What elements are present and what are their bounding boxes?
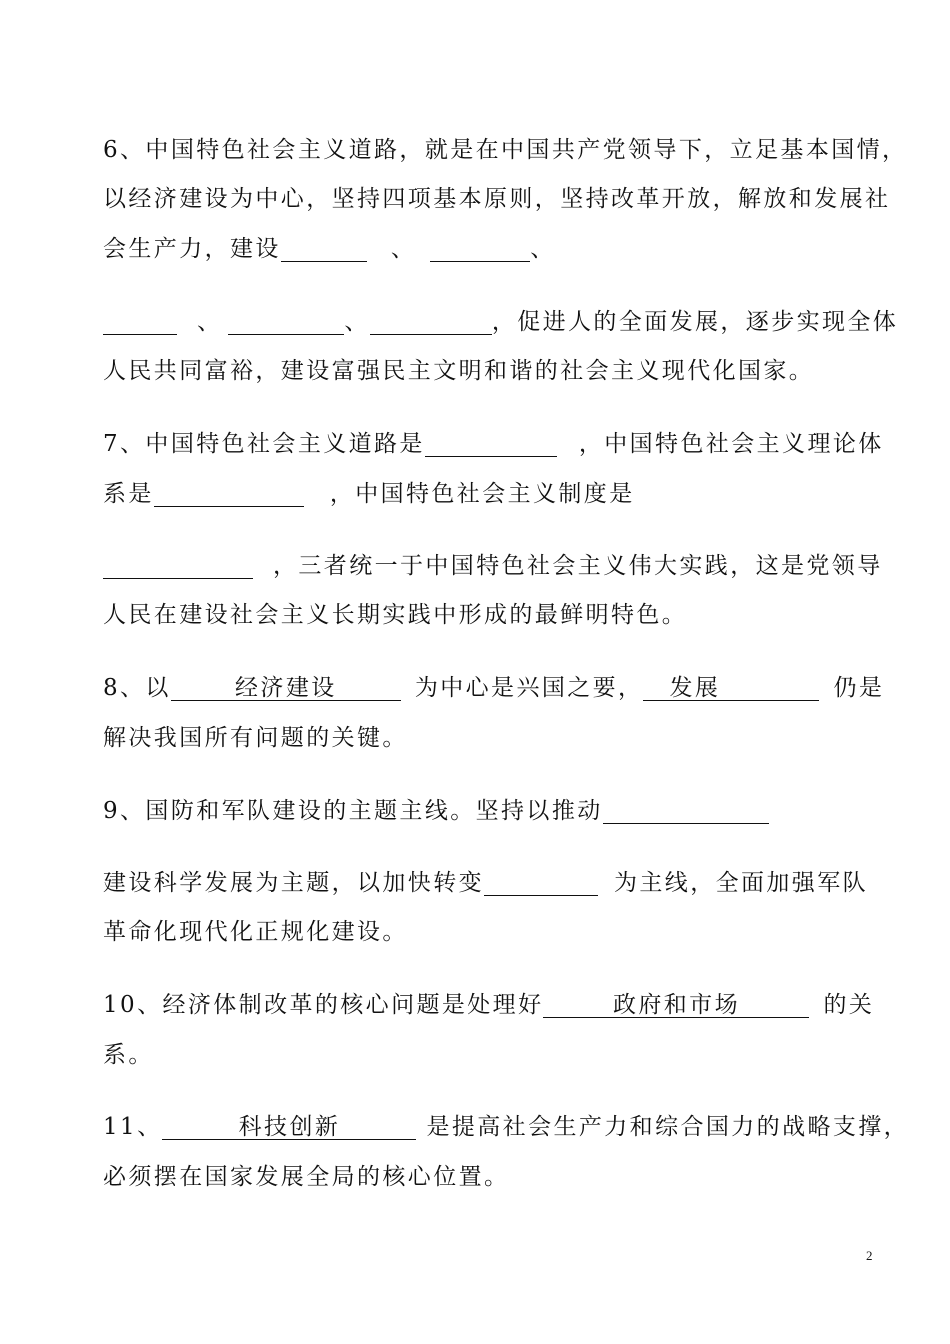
q6-line-5: 人民共同富裕，建设富强民主文明和谐的社会主义现代化国家。	[103, 358, 815, 384]
q6-blank-5[interactable]	[370, 308, 492, 336]
q6-line-4	[103, 308, 899, 336]
q8-answer-2-text: 发展	[669, 675, 721, 701]
q10-line-1	[103, 991, 893, 1019]
q6-line-3-text: 会生产力，建设	[103, 236, 281, 262]
q7-line-3-text: ，三者统一于中国特色社会主义伟大实践，这是党领导	[273, 553, 883, 579]
q7-line-1	[103, 430, 893, 458]
q6-separator-3: 、	[197, 309, 223, 335]
q8-line-2: 解决我国所有问题的关键。	[103, 725, 408, 751]
q6-blank-4[interactable]	[228, 308, 344, 336]
q9-line-1-text: 9、国防和军队建设的主题主线。坚持以推动	[103, 798, 603, 824]
q7-line-4: 人民在建设社会主义长期实践中形成的最鲜明特色。	[103, 602, 688, 628]
page-number: 2	[866, 1248, 873, 1263]
q10-answer	[543, 991, 809, 1019]
q7-blank-3[interactable]	[103, 552, 253, 580]
q8-answer-1-text: 经济建设	[235, 675, 337, 701]
q11-suffix: 是提高社会生产力和综合国力的战略支撑，	[426, 1114, 910, 1140]
q6-line-1: 6、中国特色社会主义道路，就是在中国共产党领导下，立足基本国情，	[103, 137, 908, 163]
q11-answer	[162, 1113, 416, 1141]
q7-blank-1[interactable]	[425, 430, 557, 458]
q7-line-1-text-2: ，中国特色社会主义理论体	[578, 431, 884, 457]
q8-answer-2	[643, 674, 819, 702]
q6-separator-2: 、	[530, 236, 556, 262]
q11-line-2: 必须摆在国家发展全局的核心位置。	[103, 1164, 510, 1190]
q8-middle: 为中心是兴国之要，	[414, 675, 644, 701]
q7-line-2-text: 系是	[103, 481, 154, 507]
q7-line-1-text: 7、中国特色社会主义道路是	[103, 431, 425, 457]
q8-line-1	[103, 674, 893, 702]
q8-suffix: 仍是	[833, 675, 885, 701]
q10-prefix: 10、经济体制改革的核心问题是处理好	[103, 992, 544, 1018]
q7-line-2-text-2: ，中国特色社会主义制度是	[329, 481, 635, 507]
q7-line-3	[103, 552, 893, 580]
q9-line-3: 革命化现代化正规化建设。	[103, 919, 408, 945]
q6-blank-3[interactable]	[103, 308, 177, 336]
q9-line-2	[103, 869, 893, 897]
q7-blank-2[interactable]	[154, 480, 304, 508]
q9-blank-2[interactable]	[484, 869, 598, 897]
q6-line-2: 以经济建设为中心，坚持四项基本原则，坚持改革开放，解放和发展社	[103, 186, 891, 212]
q6-separator-1: 、	[390, 236, 417, 262]
q6-blank-1[interactable]	[281, 235, 367, 263]
q10-suffix: 的关	[823, 992, 875, 1018]
q6-separator-4: 、	[344, 309, 370, 335]
q9-line-1	[103, 797, 893, 825]
q6-blank-2[interactable]	[430, 235, 530, 263]
q11-prefix: 11、	[103, 1114, 163, 1140]
q10-answer-text: 政府和市场	[612, 992, 740, 1018]
q11-answer-text: 科技创新	[238, 1114, 341, 1140]
q8-prefix: 8、以	[103, 675, 171, 701]
q6-line-4-text: ，促进人的全面发展，逐步实现全体	[491, 309, 899, 335]
q9-blank-1[interactable]	[603, 797, 769, 825]
q6-line-3	[103, 235, 893, 263]
q11-line-1	[103, 1113, 910, 1141]
q9-line-2-text-2: 为主线，全面加强军队	[614, 870, 868, 896]
q9-line-2-text: 建设科学发展为主题，以加快转变	[103, 870, 484, 896]
q7-line-2	[103, 480, 893, 508]
q10-line-2: 系。	[103, 1042, 154, 1068]
q8-answer-1	[171, 674, 401, 702]
